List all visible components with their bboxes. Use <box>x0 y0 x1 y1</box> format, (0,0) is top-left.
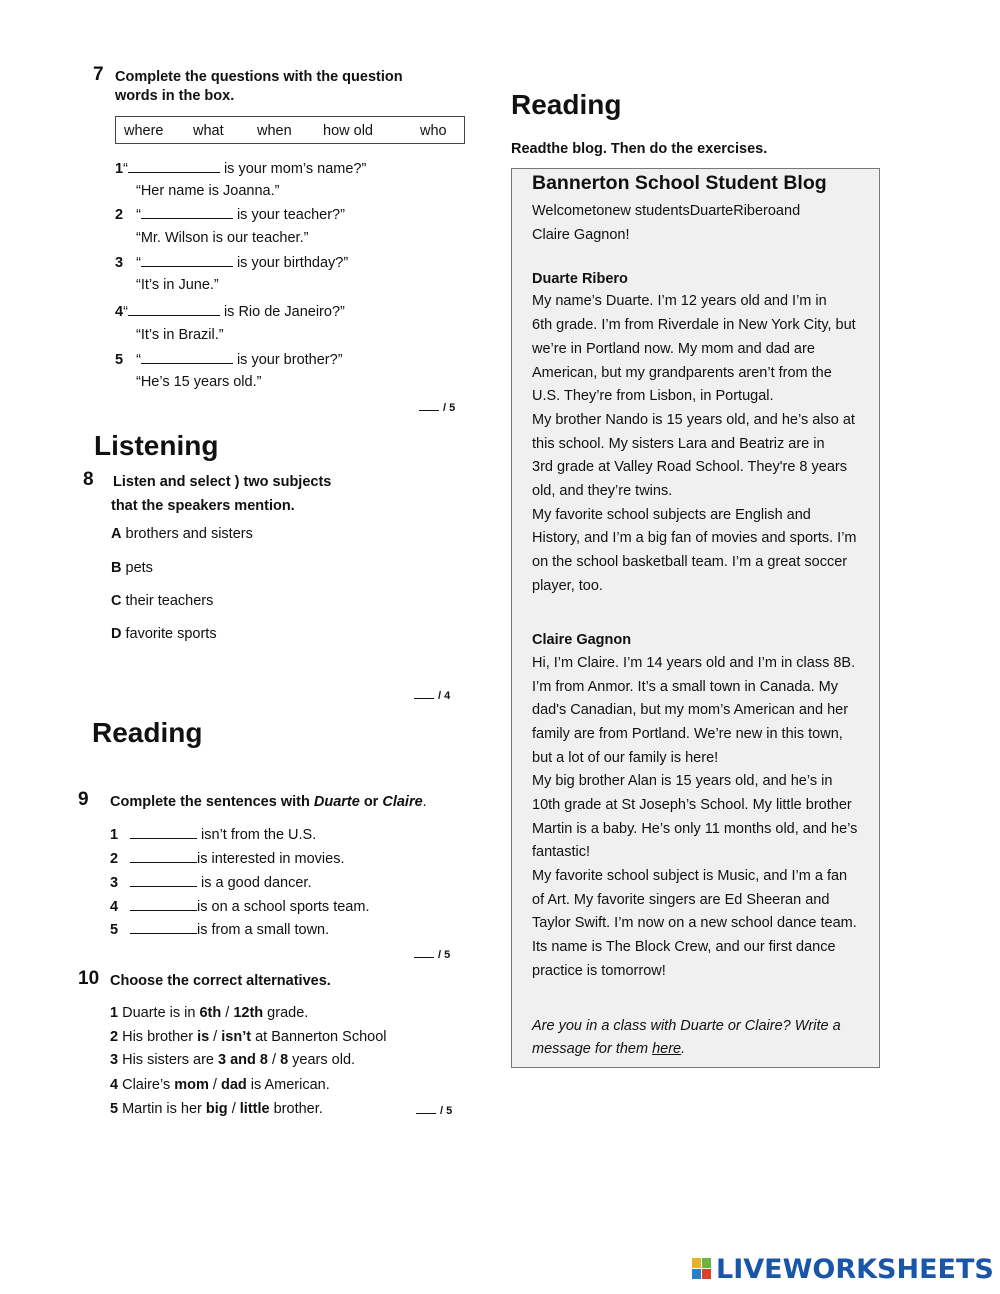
ex10-item-1 <box>110 1005 308 1021</box>
item-number: 3 <box>115 255 124 271</box>
score-blank[interactable] <box>414 947 434 958</box>
alternative-1[interactable]: big <box>205 1101 228 1117</box>
exercise-10-number: 10 <box>78 968 100 989</box>
alternative-1[interactable]: 3 and 8 <box>218 1052 268 1068</box>
option-letter: A <box>111 526 122 542</box>
reading-right-heading: Reading <box>511 89 622 120</box>
logo-blocks-icon <box>692 1258 712 1280</box>
answer-blank[interactable] <box>130 826 197 839</box>
sentence-text: is on a school sports team. <box>197 899 370 915</box>
sentence-text: is interested in movies. <box>197 851 345 867</box>
alternative-2[interactable]: 12th <box>233 1005 264 1021</box>
option-text: their teachers <box>121 593 214 609</box>
liveworksheets-logo <box>692 1254 994 1285</box>
score-total: / 5 <box>440 1105 453 1117</box>
ex7-answer-3: “It’s in June.” <box>136 277 219 293</box>
alternative-2[interactable]: isn’t <box>221 1029 252 1045</box>
exercise-9-instruction <box>110 794 427 810</box>
duarte-line: My favorite school subjects are English and <box>532 507 811 523</box>
claire-line: but a lot of our family is here! <box>532 750 719 766</box>
name-claire: Claire <box>382 794 423 810</box>
ex7-answer-5: “He’s 15 years old.” <box>136 374 262 390</box>
blog-footer-line <box>532 1041 685 1057</box>
question-text: is Rio de Janeiro?” <box>219 304 345 320</box>
claire-line: I’m from Anmor. It’s a small town in Canada. My <box>532 679 838 695</box>
student-blog <box>511 168 880 1068</box>
question-text: is your teacher?” <box>232 207 345 223</box>
instruction-text: or <box>359 794 383 810</box>
claire-line: dad's Canadian, but my mom’s American and her <box>532 702 849 718</box>
duarte-line: American, but my grandparents aren’t from the <box>532 365 832 381</box>
answer-blank[interactable] <box>141 254 233 267</box>
ex9-item-4 <box>110 898 369 915</box>
claire-line: Taylor Swift. I’m now on a new school dance team. <box>532 915 857 931</box>
separator: / <box>227 1101 240 1117</box>
ex10-item-3 <box>110 1052 355 1068</box>
duarte-line: My brother Nando is 15 years old, and he’s also at <box>532 412 855 428</box>
word-box-item: how old <box>323 123 373 139</box>
score-blank[interactable] <box>419 400 439 411</box>
item-number: 5 <box>115 352 124 368</box>
option-text: pets <box>121 560 153 576</box>
option-letter: C <box>111 593 122 609</box>
sentence-text: His brother <box>118 1029 198 1045</box>
separator: / <box>208 1077 221 1093</box>
quote-mark: “ <box>123 304 128 320</box>
name-duarte: Duarte <box>313 794 360 810</box>
item-number: 4 <box>110 899 119 915</box>
ex7-question-4 <box>115 303 345 320</box>
answer-blank[interactable] <box>141 206 233 219</box>
item-number: 2 <box>115 207 124 223</box>
ex10-item-2 <box>110 1029 387 1045</box>
claire-line: practice is tomorrow! <box>532 963 666 979</box>
sentence-text: brother. <box>269 1101 323 1117</box>
alternative-1[interactable]: 6th <box>199 1005 222 1021</box>
sentence-text: is American. <box>246 1077 330 1093</box>
word-box-item: when <box>257 123 292 139</box>
ex8-score <box>414 688 450 702</box>
duarte-line: 6th grade. I’m from Riverdale in New York City, but <box>532 317 856 333</box>
option-text: favorite sports <box>121 626 217 642</box>
exercise-8-instruction-line-2: that the speakers mention. <box>111 498 295 514</box>
question-text: is your birthday?” <box>232 255 349 271</box>
ex9-score <box>414 947 450 961</box>
ex7-question-5 <box>115 351 343 368</box>
quote-mark: “ <box>136 255 141 271</box>
duarte-line: this school. My sisters Lara and Beatriz are in <box>532 436 825 452</box>
exercise-9-number: 9 <box>78 789 89 810</box>
claire-line: Martin is a baby. He’s only 11 months old, and he’s <box>532 821 858 837</box>
alternative-1[interactable]: is <box>197 1029 210 1045</box>
item-number: 2 <box>110 1029 119 1045</box>
blog-title: Bannerton School Student Blog <box>532 172 827 194</box>
word-box-item: where <box>124 123 164 139</box>
claire-line: Hi, I’m Claire. I’m 14 years old and I’m in class 8B. <box>532 655 856 671</box>
item-number: 5 <box>110 1101 119 1117</box>
exercise-8-number: 8 <box>83 469 94 490</box>
footer-text: message for them <box>532 1041 653 1057</box>
ex10-item-5 <box>110 1101 323 1117</box>
item-number: 1 <box>115 161 124 177</box>
claire-line: family are from Portland. We’re new in this town, <box>532 726 843 742</box>
ex10-score <box>416 1103 452 1117</box>
question-text: is your mom’s name?” <box>219 161 367 177</box>
answer-blank[interactable] <box>130 921 197 934</box>
alternative-1[interactable]: mom <box>174 1077 209 1093</box>
option-c[interactable] <box>111 593 213 609</box>
quote-mark: “ <box>136 352 141 368</box>
separator: / <box>221 1005 234 1021</box>
word-box-item: what <box>193 123 224 139</box>
item-number: 4 <box>110 1077 119 1093</box>
reading-instruction: Readthe blog. Then do the exercises. <box>511 141 768 157</box>
question-text: is your brother?” <box>232 352 343 368</box>
alternative-2[interactable]: 8 <box>280 1052 289 1068</box>
option-d[interactable] <box>111 626 217 642</box>
duarte-line: old, and they’re twins. <box>532 483 673 499</box>
duarte-heading: Duarte Ribero <box>532 271 628 287</box>
item-number: 4 <box>115 304 124 320</box>
ex10-item-4 <box>110 1077 330 1093</box>
logo-text: LIVEWORKSHEETS <box>716 1254 994 1285</box>
ex7-question-1 <box>115 160 366 177</box>
answer-blank[interactable] <box>130 850 197 863</box>
claire-heading: Claire Gagnon <box>532 632 632 648</box>
duarte-line: 3rd grade at Valley Road School. They're 8 years <box>532 459 847 475</box>
claire-line: 10th grade at St Joseph’s School. My little brother <box>532 797 852 813</box>
quote-mark: “ <box>136 207 141 223</box>
duarte-line: U.S. They’re from Lisbon, in Portugal. <box>532 388 774 404</box>
duarte-line: player, too. <box>532 578 603 594</box>
instruction-text: . <box>422 794 427 810</box>
option-b[interactable] <box>111 560 153 576</box>
ex7-question-2 <box>115 206 345 223</box>
claire-line: My favorite school subject is Music, and I’m a fan <box>532 868 848 884</box>
ex7-answer-1: “Her name is Joanna.” <box>136 183 280 199</box>
alternative-2[interactable]: little <box>239 1101 270 1117</box>
exercise-10-instruction: Choose the correct alternatives. <box>110 973 331 989</box>
claire-line: Its name is The Block Crew, and our first dance <box>532 939 836 955</box>
duarte-line: on the school basketball team. I’m a great soccer <box>532 554 848 570</box>
ex7-question-3 <box>115 254 348 271</box>
item-number: 3 <box>110 875 119 891</box>
sentence-text: His sisters are <box>118 1052 218 1068</box>
blog-welcome-line: Claire Gagnon! <box>532 227 630 243</box>
item-number: 5 <box>110 922 119 938</box>
quote-mark: “ <box>123 161 128 177</box>
ex7-answer-4: “It’s in Brazil.” <box>136 327 224 343</box>
score-total: / 4 <box>438 690 451 702</box>
sentence-text: is a good dancer. <box>197 875 312 891</box>
duarte-line: we’re in Portland now. My mom and dad are <box>532 341 815 357</box>
exercise-7-number: 7 <box>93 64 104 85</box>
listening-heading: Listening <box>94 430 219 461</box>
ex9-item-5 <box>110 921 329 938</box>
duarte-line: History, and I’m a big fan of movies and sports. I’m <box>532 530 857 546</box>
option-letter: D <box>111 626 122 642</box>
claire-line: My big brother Alan is 15 years old, and he’s in <box>532 773 833 789</box>
option-text: brothers and sisters <box>121 526 253 542</box>
claire-line: fantastic! <box>532 844 591 860</box>
option-letter: B <box>111 560 122 576</box>
alternative-2[interactable]: dad <box>220 1077 247 1093</box>
score-blank[interactable] <box>416 1103 436 1114</box>
sentence-text: Duarte is in <box>118 1005 200 1021</box>
reading-left-heading: Reading <box>92 717 203 748</box>
exercise-7-instruction: Complete the questions with the question words in the box. <box>115 69 403 104</box>
ex7-answer-2: “Mr. Wilson is our teacher.” <box>136 230 309 246</box>
sentence-text: at Bannerton School <box>251 1029 387 1045</box>
word-box <box>115 116 465 144</box>
duarte-line: My name’s Duarte. I’m 12 years old and I’m in <box>532 293 827 309</box>
sentence-text: isn’t from the U.S. <box>197 827 317 843</box>
answer-blank[interactable] <box>128 303 220 316</box>
option-a[interactable] <box>111 526 253 542</box>
blog-footer-line: Are you in a class with Duarte or Claire? Write a <box>532 1018 841 1034</box>
item-number: 2 <box>110 851 119 867</box>
separator: / <box>209 1029 222 1045</box>
word-box-item: who <box>420 123 447 139</box>
ex9-item-1 <box>110 826 316 843</box>
sentence-text: Claire’s <box>118 1077 175 1093</box>
footer-text: . <box>681 1041 686 1057</box>
exercise-8-instruction-line-1: Listen and select ) two subjects <box>113 474 332 490</box>
ex7-score <box>419 400 455 414</box>
answer-blank[interactable] <box>141 351 233 364</box>
answer-blank[interactable] <box>128 160 220 173</box>
answer-blank[interactable] <box>130 874 197 887</box>
answer-blank[interactable] <box>130 898 197 911</box>
score-blank[interactable] <box>414 688 434 699</box>
claire-line: of Art. My favorite singers are Ed Sheeran and <box>532 892 830 908</box>
score-total: / 5 <box>443 402 456 414</box>
sentence-text: years old. <box>288 1052 356 1068</box>
here-link[interactable]: here <box>652 1041 682 1057</box>
ex9-item-3 <box>110 874 311 891</box>
item-number: 1 <box>110 1005 119 1021</box>
sentence-text: Martin is her <box>118 1101 206 1117</box>
blog-welcome-line: Welcometonew studentsDuarteRiberoand <box>532 203 801 219</box>
ex9-item-2 <box>110 850 344 867</box>
score-total: / 5 <box>438 949 451 961</box>
instruction-text: Complete the sentences with <box>110 794 314 810</box>
sentence-text: grade. <box>263 1005 309 1021</box>
item-number: 3 <box>110 1052 119 1068</box>
separator: / <box>267 1052 281 1068</box>
item-number: 1 <box>110 827 119 843</box>
sentence-text: is from a small town. <box>197 922 330 938</box>
